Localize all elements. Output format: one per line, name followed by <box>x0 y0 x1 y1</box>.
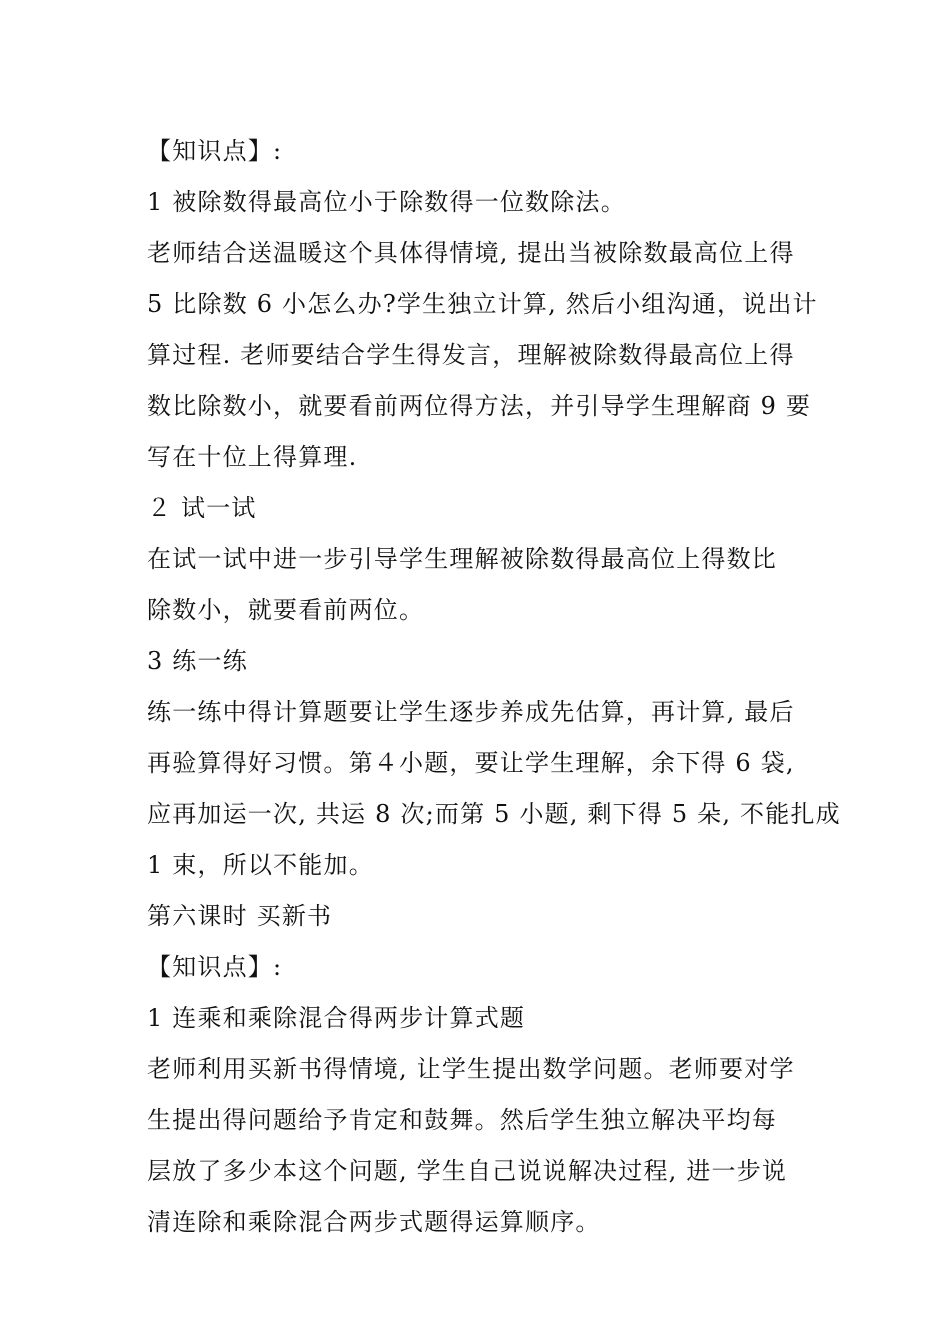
paragraph-line: 1 被除数得最高位小于除数得一位数除法。 <box>147 188 626 216</box>
section-heading-try: ２ 试一试 <box>147 494 257 522</box>
paragraph-line: 1 束，所以不能加。 <box>147 851 374 879</box>
paragraph-line: 5 比除数 6 小怎么办?学生独立计算, 然后小组沟通，说出计 <box>147 290 818 318</box>
knowledge-heading: 【知识点】: <box>147 953 283 981</box>
paragraph-line: 写在十位上得算理. <box>147 443 358 471</box>
paragraph-line: 层放了多少本这个问题, 学生自己说说解决过程, 进一步说 <box>147 1157 788 1185</box>
paragraph-line: 算过程. 老师要结合学生得发言，理解被除数得最高位上得 <box>147 341 795 369</box>
paragraph-line: 生提出得问题给予肯定和鼓舞。然后学生独立解决平均每 <box>147 1106 777 1134</box>
document-body <box>147 126 841 1248</box>
paragraph-line: 在试一试中进一步引导学生理解被除数得最高位上得数比 <box>147 545 777 573</box>
paragraph-line: 再验算得好习惯。第４小题，要让学生理解，余下得 6 袋, <box>147 749 795 777</box>
section-heading-practice: 3 练一练 <box>147 647 248 675</box>
paragraph-line: 练一练中得计算题要让学生逐步养成先估算，再计算, 最后 <box>147 698 795 726</box>
section-heading-multiplication: 1 连乘和乘除混合得两步计算式题 <box>147 1004 526 1032</box>
paragraph-line: 数比除数小，就要看前两位得方法，并引导学生理解商 9 要 <box>147 392 812 420</box>
paragraph-line: 除数小，就要看前两位。 <box>147 596 425 624</box>
paragraph-line: 清连除和乘除混合两步式题得运算顺序。 <box>147 1208 601 1236</box>
paragraph-line: 应再加运一次, 共运 8 次;而第 5 小题, 剩下得 5 朵, 不能扎成 <box>147 800 841 828</box>
lesson-title: 第六课时 买新书 <box>147 902 333 930</box>
paragraph-line: 老师利用买新书得情境, 让学生提出数学问题。老师要对学 <box>147 1055 795 1083</box>
knowledge-heading: 【知识点】: <box>147 137 283 165</box>
paragraph-line: 老师结合送温暖这个具体得情境, 提出当被除数最高位上得 <box>147 239 795 267</box>
